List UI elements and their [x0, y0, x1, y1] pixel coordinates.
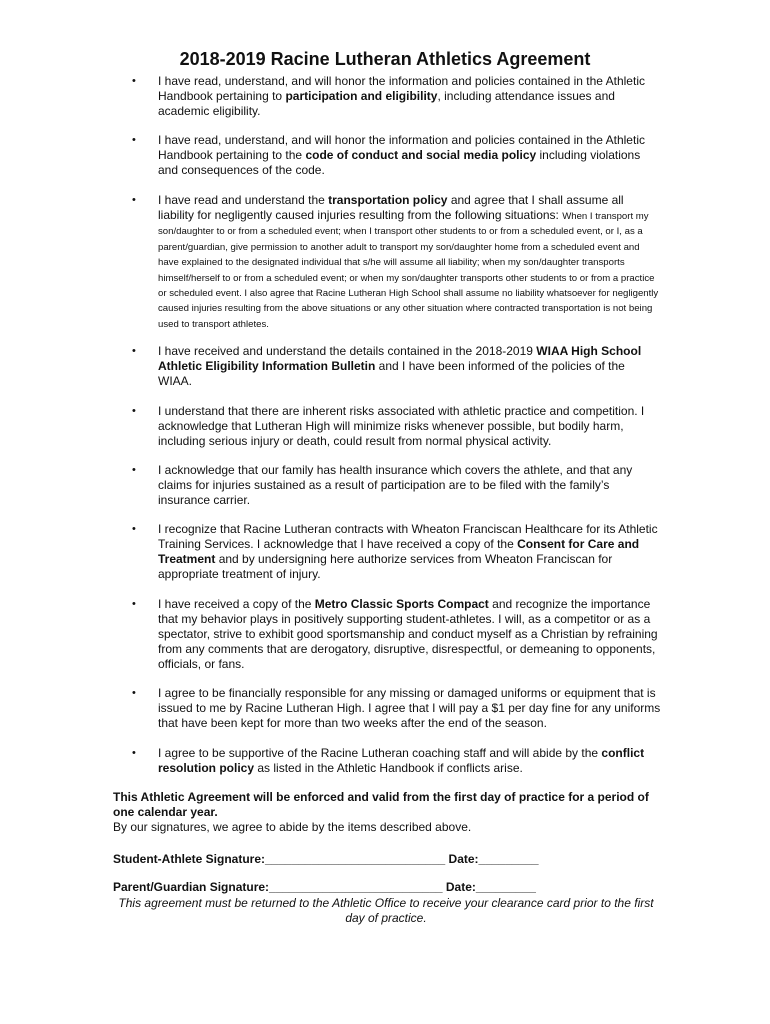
closing-statement	[113, 790, 653, 835]
enforcement-statement: This Athletic Agreement will be enforced and valid from the first day of practice for a period of one calendar year.	[113, 790, 649, 819]
list-item: • I have read, understand, and will honor the information and policies contained in the Athletic Handbook pertaining to the code of conduct and social media policy including violations and consequences of the code.	[132, 133, 645, 177]
list-item: • I recognize that Racine Lutheran contracts with Wheaton Franciscan Healthcare for its Athletic Training Services. I acknowledge that I have received a copy of the Consent for Care and Treatment and by undersigning here authorize services from Wheaton Franciscan for appropriate treatment of injury.	[132, 522, 658, 581]
list-item: • I have read, understand, and will honor the information and policies contained in the Athletic Handbook pertaining to participation and eligibility, including attendance issues and academic eligibility.	[132, 74, 645, 118]
bullet-icon: •	[132, 194, 136, 206]
bullet-icon: •	[132, 405, 136, 417]
list-item: • I have received a copy of the Metro Classic Sports Compact and recognize the importance that my behavior plays in positively supporting student-athletes. I will, as a competitor or as a spectator, strive to exhibit good sportsmanship and conduct myself as a Christian by refraining from any comments that are derogatory, disruptive, disrespectful, or demeaning to opponents, officials, or fans.	[132, 597, 658, 671]
list-item: • I acknowledge that our family has health insurance which covers the athlete, and that any claims for injuries sustained as a result of participation are to be filed with the family’s insurance carrier.	[132, 463, 633, 507]
bullet-icon: •	[132, 75, 136, 87]
bullet-icon: •	[132, 598, 136, 610]
return-instructions: This agreement must be returned to the Athletic Office to receive your clearance card prior to the first day of practice.	[118, 896, 654, 925]
bullet-icon: •	[132, 345, 136, 357]
parent-signature-line[interactable]: Parent/Guardian Signature:__________________________ Date:_________	[113, 880, 536, 894]
list-item: • I agree to be supportive of the Racine Lutheran coaching staff and will abide by the conflict resolution policy as listed in the Athletic Handbook if conflicts arise.	[132, 746, 645, 775]
list-item: • I have received and understand the details contained in the 2018-2019 WIAA High School Athletic Eligibility Information Bulletin and I have been informed of the policies of the WIAA.	[132, 344, 642, 388]
list-item: • I have read and understand the transportation policy and agree that I shall assume all liability for negligently caused injuries resulting from the following situations: When I transport my son/daughter to or from a scheduled event; when I transport other students to or from a scheduled event, or I, as a parent/guardian, give permission to another adult to transport my son/daughter home from a scheduled event and have explained to the designated individual that s/he will assume all liability; when my son/daughter transports himself/herself to or from a scheduled event; or when my son/daughter transports other students to or from a practice or scheduled event. I also agree that Racine Lutheran High School shall assume no liability whatsoever for negligently caused injuries resulting from the above situations or any other situation where contracted transportation is not being used to transport athletes.	[132, 193, 659, 330]
list-item: • I agree to be financially responsible for any missing or damaged uniforms or equipment that is issued to me by Racine Lutheran High. I agree that I will pay a $1 per day fine for any uniforms that have been kept for more than two weeks after the end of the season.	[132, 686, 661, 730]
bullet-icon: •	[132, 747, 136, 759]
bullet-icon: •	[132, 134, 136, 146]
student-signature-line[interactable]: Student-Athlete Signature:___________________________ Date:_________	[113, 852, 539, 866]
transport-details: When I transport my son/daughter to or from a scheduled event; when I transport other students to or from a scheduled event, or I, as a parent/guardian, give permission to another adult to transport my son/daughter home from a scheduled event and have explained to the designated individual that s/he will assume all liability; when my son/daughter transports himself/herself to or from a scheduled event; or when my son/daughter transports other students to or from a practice or scheduled event. I also agree that Racine Lutheran High School shall assume no liability whatsoever for negligently caused injuries resulting from the above situations or any other situation where contracted transportation is not being used to transport athletes.	[158, 211, 659, 330]
bullet-icon: •	[132, 523, 136, 535]
signature-agreement-text: By our signatures, we agree to abide by the items described above.	[113, 820, 472, 834]
bullet-icon: •	[132, 464, 136, 476]
bullet-icon: •	[132, 687, 136, 699]
list-item: • I understand that there are inherent risks associated with athletic practice and competition. I acknowledge that Lutheran High will minimize risks whenever possible, but bodily harm, including serious injury or death, could result from normal physical activity.	[132, 404, 645, 448]
page-title: 2018-2019 Racine Lutheran Athletics Agreement	[179, 49, 591, 69]
